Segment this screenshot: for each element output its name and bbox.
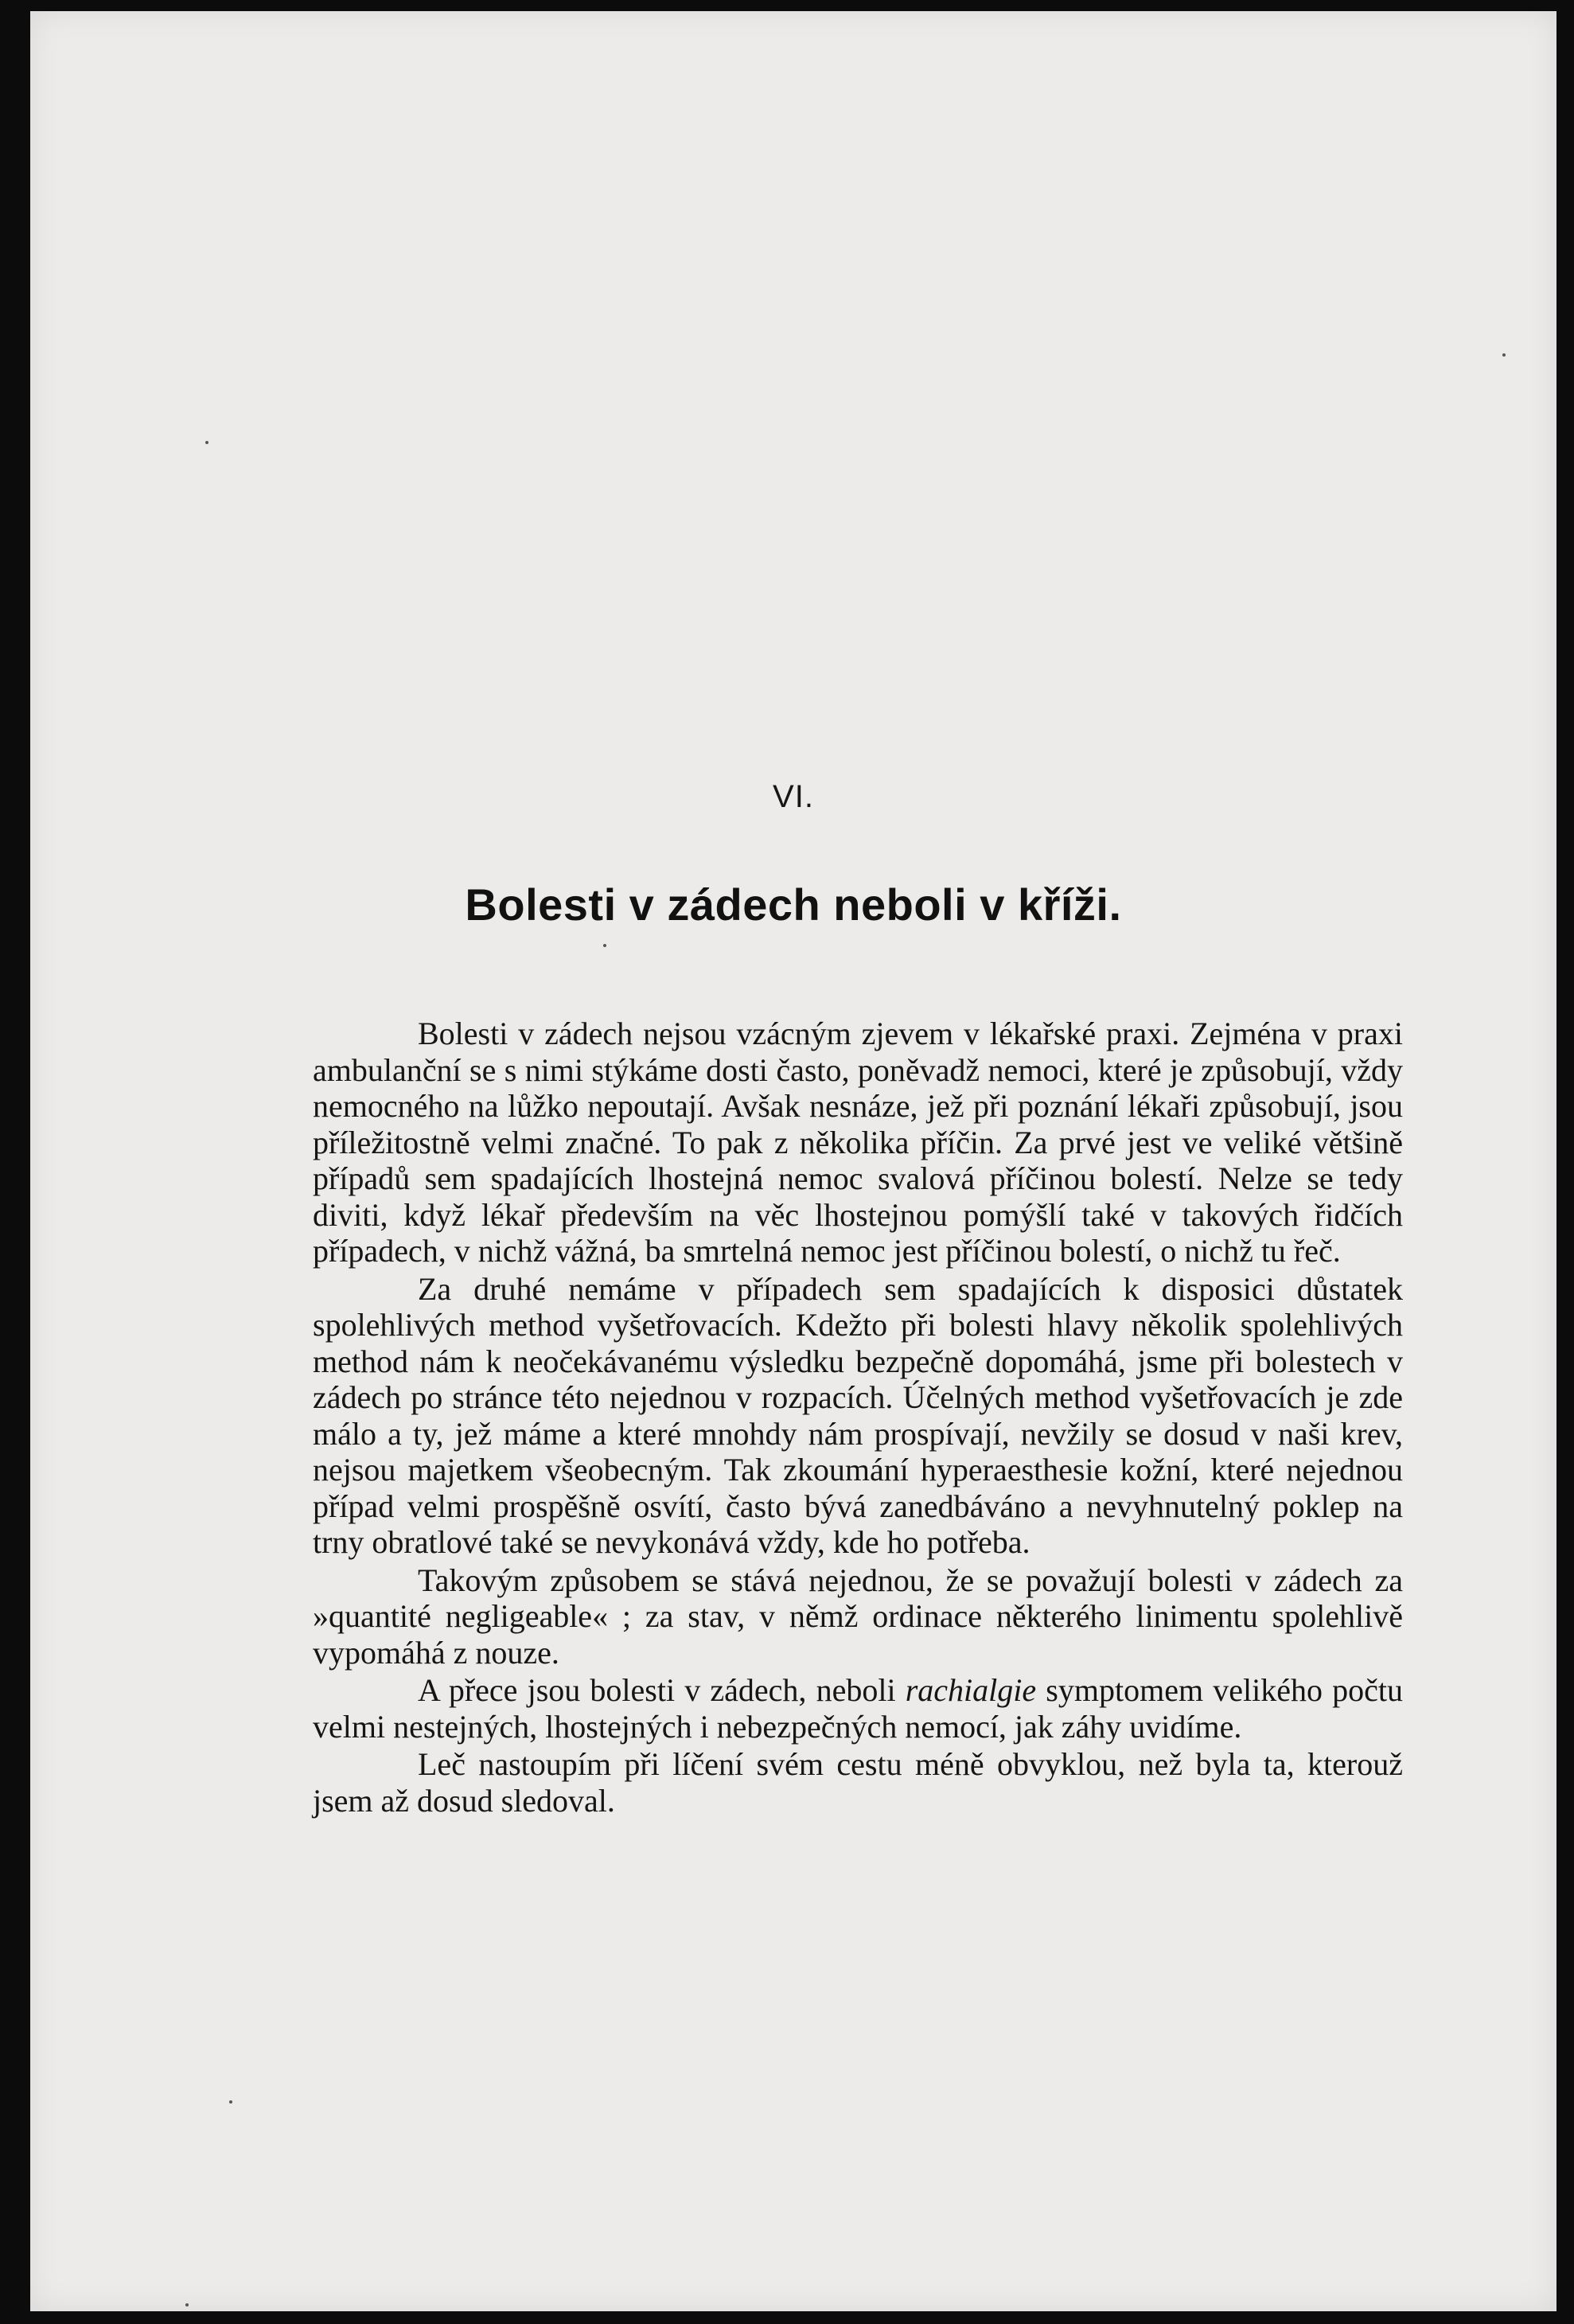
chapter-body — [313, 1016, 1403, 1820]
scan-speck — [603, 944, 606, 947]
paragraph-2: Za druhé nemáme v případech sem spadajících k disposici důstatek spolehlivých method vyšetřovacích. Kdežto při bolesti hlavy několik spolehlivých method nám k neočekávanému výsledku bezpečně dopomáhá, jsme při bolestech v zádech po stránce této nejednou v rozpacích. Účelných method vyšetřovacích je zde málo a ty, jež máme a které mnohdy nám prospívají, nevžily se dosud v naši krev, nejsou majetkem všeobecným. Tak zkoumání hyperaesthesie kožní, které nejednou případ velmi prospěšně osvítí, často bývá zanedbáváno a nevyhnutelný poklep na trny obratlové také se nevykonává vždy, kde ho potřeba. — [313, 1270, 1403, 1560]
term-rachialgie: rachialgie — [905, 1672, 1037, 1708]
paragraph-3: Takovým způsobem se stává nejednou, že se považují bolesti v zádech za »quantité negligeable« ; za stav, v němž ordinace některého linimentu spolehlivě vypomáhá z nouze. — [313, 1562, 1403, 1671]
paragraph-4 — [313, 1672, 1403, 1745]
paragraph-5: Leč nastoupím při líčení svém cestu méně obvyklou, než byla ta, kterouž jsem až dosud sledoval. — [313, 1746, 1403, 1819]
scan-speck — [185, 2303, 189, 2306]
chapter-number: VI. — [773, 779, 814, 814]
chapter-title: Bolesti v zádech neboli v kříži. — [465, 879, 1122, 930]
book-page — [30, 11, 1556, 2311]
paragraph-1: Bolesti v zádech nejsou vzácným zjevem v lékařské praxi. Zejména v praxi ambulanční se s nimi stýkáme dosti často, poněvadž nemoci, které je způsobují, vždy nemocného na lůžko nepoutají. Avšak nesnáze, jež při poznání lékaři způsobují, jsou příležitostně velmi značné. To pak z několika příčin. Za prvé jest ve veliké většině případů sem spadajících lhostejná nemoc svalová příčinou bolestí. Nelze se tedy diviti, když lékař především na věc lhostejnou pomýšlí také v takových řidčích případech, v nichž vážná, ba smrtelná nemoc jest příčinou bolestí, o nichž tu řeč. — [313, 1016, 1403, 1269]
scan-speck — [1502, 353, 1506, 357]
paragraph-4-rest: symptomem velikého počtu velmi nestejných, lhostejných i nebezpečných nemocí, jak záhy uvidíme. — [313, 1672, 1403, 1745]
scan-speck — [229, 2100, 232, 2104]
paragraph-4-lead: A přece jsou bolesti v zádech, neboli — [418, 1672, 906, 1708]
scan-speck — [205, 441, 208, 444]
